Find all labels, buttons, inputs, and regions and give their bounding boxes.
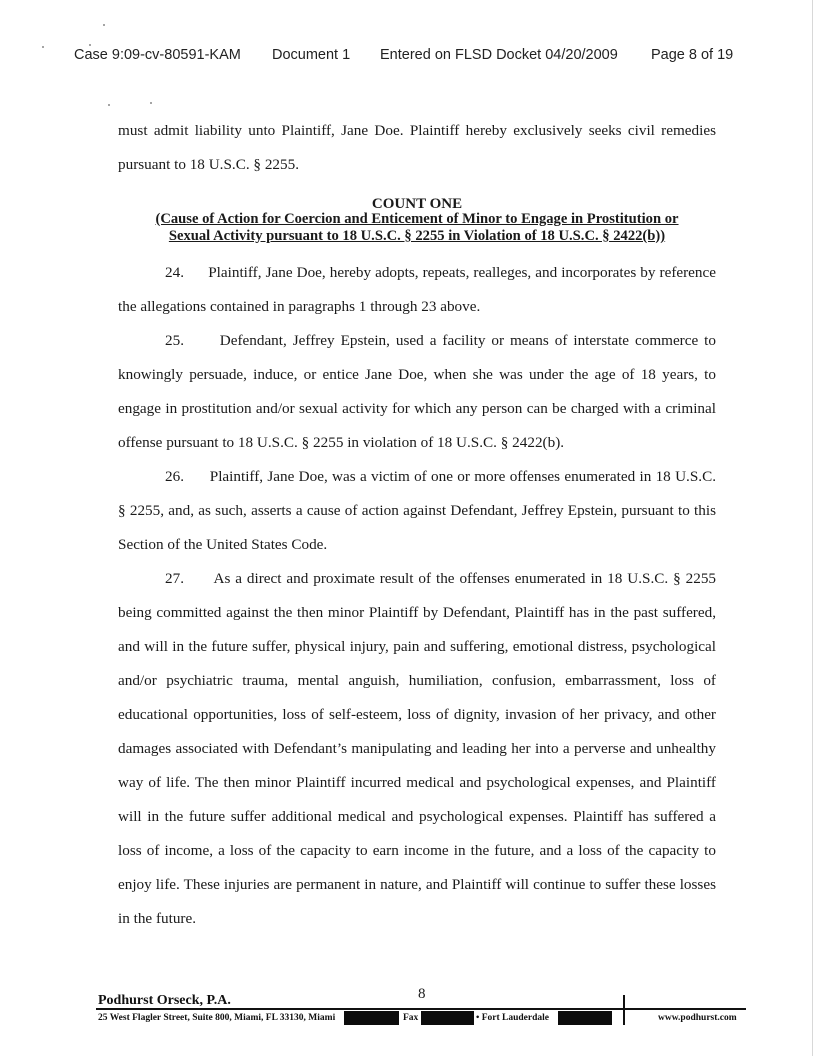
website-link[interactable]: www.podhurst.com: [658, 1013, 737, 1023]
paragraph-number: 26.: [165, 468, 184, 485]
scan-speck: [42, 46, 44, 48]
page-number: 8: [418, 986, 426, 1002]
case-number: Case 9:09-cv-80591-KAM: [74, 47, 241, 63]
intro-line: must admit liability unto Plaintiff, Jane Doe. Plaintiff hereby exclusively seeks civil remedies: [118, 122, 716, 139]
paragraph-26: [118, 460, 716, 562]
intro-line: pursuant to 18 U.S.C. § 2255.: [118, 156, 299, 173]
fax-label: Fax: [403, 1013, 419, 1023]
docket-header: [74, 47, 754, 63]
paragraph-24: [118, 256, 716, 324]
count-heading: COUNT ONE: [371, 196, 463, 212]
paragraph-text: Plaintiff, Jane Doe, was a victim of one or more offenses enumerated in 18 U.S.C. § 2255, and, as such, asserts a cause of action against Defendant, Jeffrey Epstein, pursuant to this Section of the United States Code.: [118, 468, 716, 553]
firm-address: 25 West Flagler Street, Suite 800, Miami, FL 33130, Miami: [98, 1013, 336, 1023]
count-subheading: [118, 211, 716, 245]
paragraph-27: [118, 562, 716, 936]
redaction-block: [344, 1011, 399, 1025]
count-subheading-line: (Cause of Action for Coercion and Enticement of Minor to Engage in Prostitution or: [155, 211, 679, 227]
scan-speck: [89, 44, 91, 46]
docket-entry-date: Entered on FLSD Docket 04/20/2009: [380, 47, 618, 63]
paragraph-text: Plaintiff, Jane Doe, hereby adopts, repeats, realleges, and incorporates by reference the allegations contained in paragraphs 1 through 23 above.: [118, 264, 716, 315]
paragraph-number: 24.: [165, 264, 184, 281]
footer-divider: [96, 1008, 746, 1010]
count-subheading-line: Sexual Activity pursuant to 18 U.S.C. § 2255 in Violation of 18 U.S.C. § 2422(b)): [168, 228, 666, 244]
scan-speck: [150, 102, 152, 104]
paragraph-number: 27.: [165, 570, 184, 587]
fort-lauderdale-label: • Fort Lauderdale: [476, 1013, 549, 1023]
paragraph-text: Defendant, Jeffrey Epstein, used a facility or means of interstate commerce to knowingly persuade, induce, or entice Jane Doe, when she was under the age of 18 years, to engage in prostitution and/or sexual activity for which any person can be charged with a criminal offense pursuant to 18 U.S.C. § 2255 in violation of 18 U.S.C. § 2422(b).: [118, 332, 716, 451]
allegations: [118, 256, 716, 936]
paragraph-text: As a direct and proximate result of the offenses enumerated in 18 U.S.C. § 2255 being committed against the then minor Plaintiff by Defendant, Plaintiff has in the past suffered, and will in the future suffer, physical injury, pain and suffering, emotional distress, psychological and/or psychiatric trauma, mental anguish, humiliation, confusion, embarrassment, loss of educational opportunities, loss of self-esteem, loss of dignity, invasion of her privacy, and other damages associated with Defendant’s manipulating and leading her into a perverse and unhealthy way of life. The then minor Plaintiff incurred medical and psychological expenses, and Plaintiff will in the future suffer additional medical and psychological expenses. Plaintiff has suffered a loss of income, a loss of the capacity to earn income in the future, and a loss of the capacity to enjoy life. These injuries are permanent in nature, and Plaintiff will continue to suffer these losses in the future.: [118, 570, 717, 927]
scan-speck: [103, 24, 105, 26]
firm-name: Podhurst Orseck, P.A.: [98, 993, 231, 1008]
intro-text: [118, 114, 716, 182]
paragraph-number: 25.: [165, 332, 184, 349]
redaction-block: [421, 1011, 474, 1025]
paragraph-25: [118, 324, 716, 460]
redaction-block: [558, 1011, 612, 1025]
scan-speck: [108, 104, 110, 106]
document-number: Document 1: [272, 47, 351, 63]
page-count: Page 8 of 19: [651, 47, 734, 63]
scan-edge: [812, 0, 813, 1056]
